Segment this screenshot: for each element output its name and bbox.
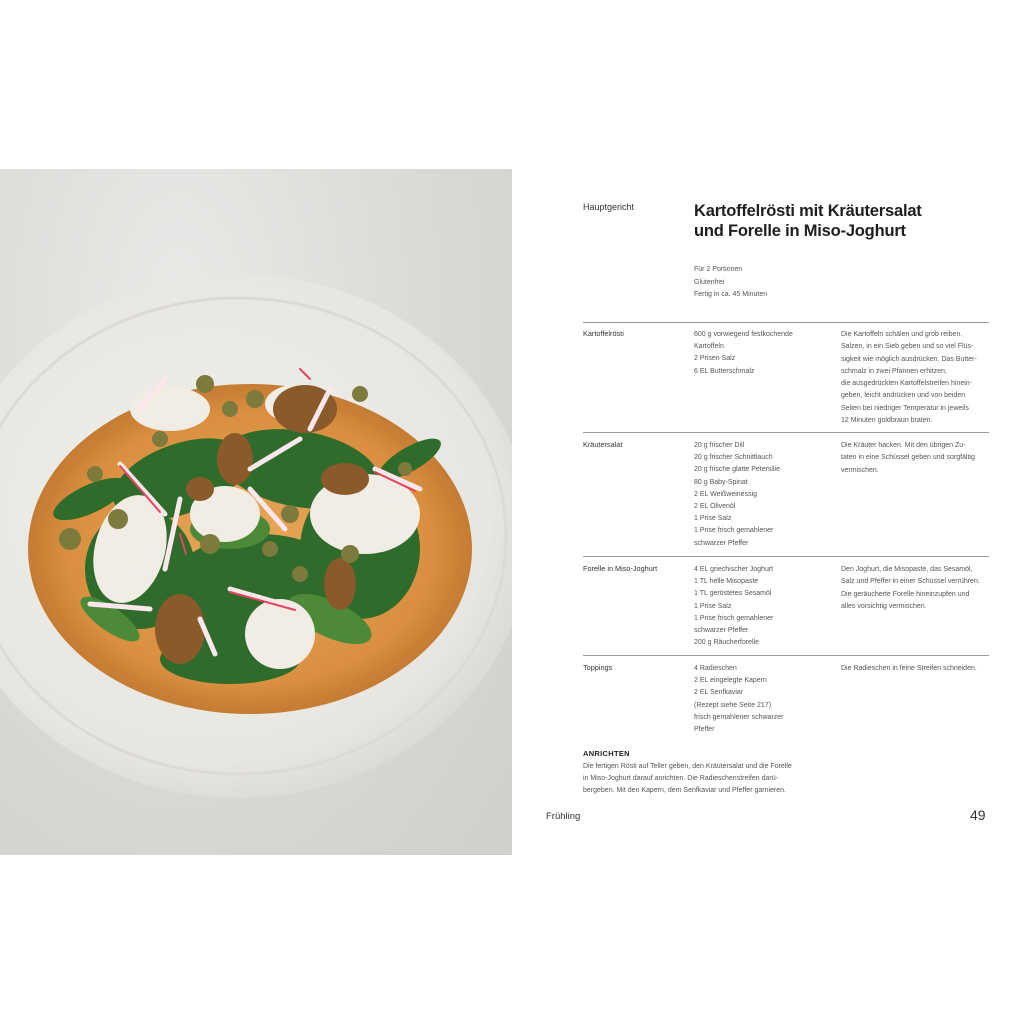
method-text: [841, 440, 991, 477]
method-line: Salz und Pfeffer in einer Schüssel verrühren.: [841, 578, 980, 586]
method-line: die ausgedrückten Kartoffelstreifen hinein-: [841, 380, 973, 388]
ingredient-list: [694, 329, 824, 378]
method-line: sigkeit wie möglich ausdrücken. Das Butter-: [841, 355, 977, 363]
dish-illustration: [0, 169, 512, 855]
ingredient: 4 EL griechischer Joghurt: [694, 566, 774, 573]
method-line: Die Kräuter hacken. Mit den übrigen Zu-: [841, 442, 966, 449]
method-line: Die Kartoffeln schälen und grob reiben.: [841, 331, 963, 338]
ingredient: 20 g frischer Dill: [694, 442, 745, 449]
ingredient: 600 g vorwiegend festkochende: [694, 331, 793, 338]
method-line: schmalz in zwei Pfannen erhitzen,: [841, 367, 947, 375]
chapter-footer: Frühling: [546, 811, 581, 822]
ingredient-list: [694, 564, 824, 649]
method-text: [841, 329, 991, 427]
method-line: Seiten bei niedriger Temperatur in jeweils: [841, 404, 969, 412]
ingredient: schwarzer Pfeffer: [694, 539, 749, 547]
section-divider: [583, 322, 989, 323]
method-text: [841, 564, 991, 613]
dish-photo: [0, 169, 512, 855]
ingredient-list: [694, 663, 824, 736]
ingredient: 20 g frische glatte Petersilie: [694, 466, 780, 474]
section-divider: [583, 432, 989, 433]
method-line: Salzen, in ein Sieb geben und so viel Flüs-: [841, 343, 974, 351]
ingredient: 1 Prise frisch gemahlener: [694, 527, 774, 535]
ingredient: 1 TL geröstetes Sesamöl: [694, 590, 772, 598]
section-divider: [583, 556, 989, 557]
recipe-meta: [694, 264, 767, 302]
section-label: Forelle in Miso-Joghurt: [583, 564, 658, 573]
method-line: vermischen.: [841, 466, 879, 474]
ingredient: (Rezept siehe Seite 217): [694, 701, 772, 709]
ingredient: 2 EL Olivenöl: [694, 503, 736, 511]
ingredient-list: [694, 440, 824, 550]
serving-heading: ANRICHTEN: [583, 749, 630, 758]
serving-line: in Miso-Joghurt darauf anrichten. Die Radieschenstreifen darü-: [583, 775, 778, 783]
title-line: und Forelle in Miso-Joghurt: [694, 222, 906, 240]
section-divider: [583, 655, 989, 656]
ingredient: 1 Prise Salz: [694, 515, 732, 523]
ingredient: 1 TL helle Misopaste: [694, 578, 759, 586]
ingredient: 80 g Baby-Spinat: [694, 478, 748, 486]
recipe-title: [694, 201, 994, 241]
section-label: Toppings: [583, 663, 613, 672]
ingredient: 2 EL Senfkaviar: [694, 689, 744, 697]
serving-line: bergeben. Mit den Kapern, dem Senfkaviar und Pfeffer garnieren.: [583, 787, 786, 795]
servings: Für 2 Portionen: [694, 266, 743, 273]
method-line: 12 Minuten goldbraun braten.: [841, 417, 933, 425]
method-line: Den Joghurt, die Misopaste, das Sesamöl,: [841, 566, 973, 573]
method-text: [841, 663, 991, 675]
title-line: Kartoffelrösti mit Kräutersalat: [694, 202, 922, 220]
ingredient: 200 g Räucherforelle: [694, 639, 759, 647]
section-label: Kartoffelrösti: [583, 329, 624, 338]
ingredient: 4 Radieschen: [694, 665, 737, 672]
recipe-page: [512, 169, 1024, 855]
ingredient: frisch gemahlener schwarzer: [694, 713, 784, 721]
book-spread: [0, 169, 1024, 855]
ingredient: 2 Prisen Salz: [694, 355, 736, 363]
serving-line: Die fertigen Rösti auf Teller geben, den Kräutersalat und die Forelle: [583, 763, 792, 770]
method-line: geben, leicht andrücken und von beiden: [841, 392, 966, 400]
diet-tag: Glutenfrei: [694, 278, 725, 286]
section-label: Kräutersalat: [583, 440, 623, 449]
serving-text: [583, 761, 823, 798]
method-line: alles vorsichtig vermischen.: [841, 602, 927, 610]
ingredient: 20 g frischer Schnittlauch: [694, 454, 773, 462]
ingredient: Kartoffeln: [694, 343, 724, 351]
method-line: Die Radieschen in feine Streifen schneiden.: [841, 665, 977, 672]
method-line: taten in eine Schüssel geben und sorgfältig: [841, 454, 975, 462]
method-line: Die geräucherte Forelle hineinzupfen und: [841, 590, 970, 598]
ingredient: 6 EL Butterschmalz: [694, 367, 755, 375]
ingredient: 1 Prise Salz: [694, 602, 732, 610]
ingredient: 1 Prise frisch gemahlener: [694, 614, 774, 622]
page-number: 49: [970, 807, 986, 823]
recipe-category: Hauptgericht: [583, 202, 635, 212]
total-time: Fertig in ca. 45 Minuten: [694, 291, 768, 298]
ingredient: 2 EL Weißweinessig: [694, 490, 758, 498]
ingredient: schwarzer Pfeffer: [694, 627, 749, 635]
ingredient: Pfeffer: [694, 726, 715, 734]
ingredient: 2 EL eingelegte Kapern: [694, 677, 767, 685]
